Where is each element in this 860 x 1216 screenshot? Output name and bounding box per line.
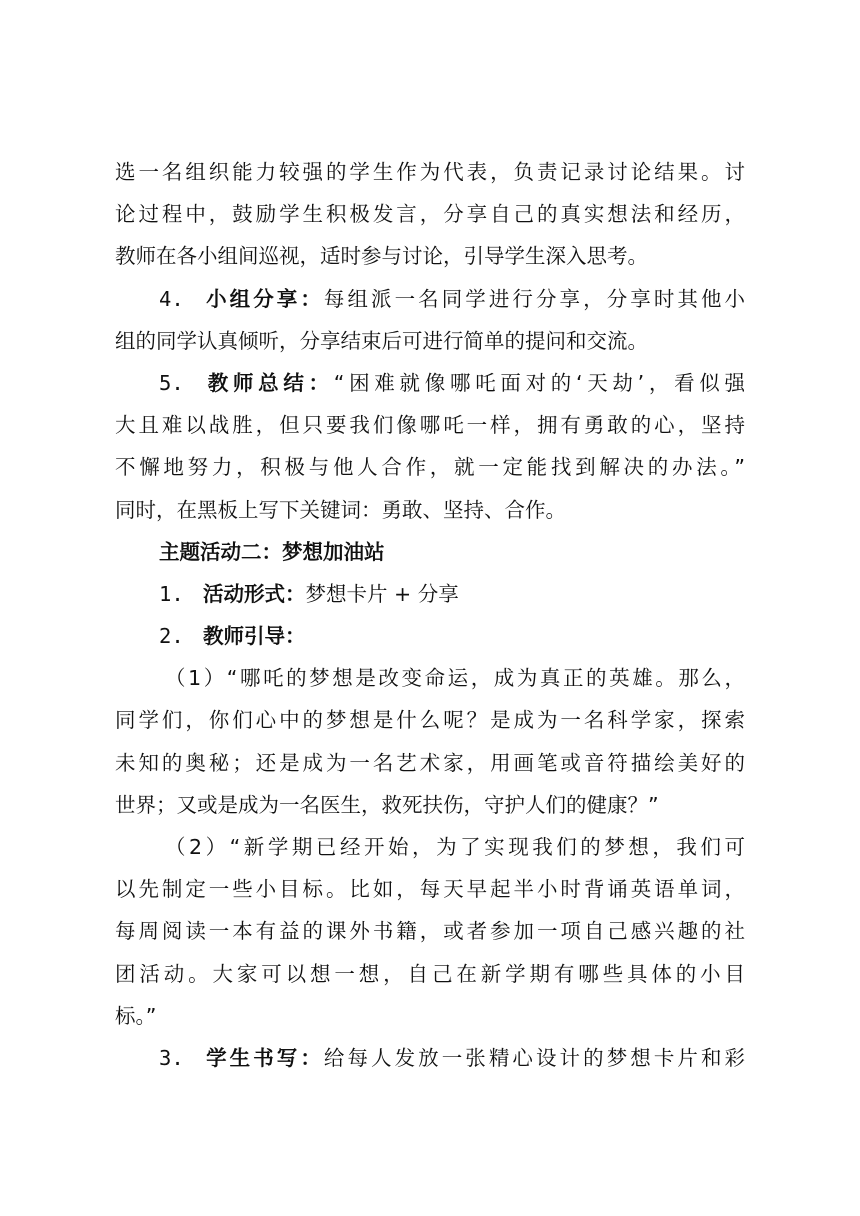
item-text: 给每人发放一张精心设计的梦想卡片和彩	[323, 1045, 746, 1070]
list-item-activity-form	[115, 573, 745, 615]
text-line: 教师在各小组间巡视，适时参与讨论，引导学生深入思考。	[115, 244, 648, 269]
item-text: “困难就像哪吒面对的‘天劫’，看似强	[333, 370, 745, 395]
list-item-teacher-summary	[115, 362, 745, 531]
text-line: 论过程中，鼓励学生积极发言，分享自己的真实想法和经历，	[115, 202, 745, 227]
paragraph-discussion	[115, 151, 745, 278]
item-text: “新学期已经开始，为了实现我们的梦想，我们可	[229, 835, 745, 859]
item-number: 5.	[159, 370, 184, 395]
text-line: 不懈地努力，积极与他人合作，就一定能找到解决的办法。”	[115, 455, 745, 480]
text-line: 世界；又或是成为一名医生，救死扶伤，守护人们的健康？”	[115, 792, 659, 817]
item-number: 3.	[159, 1045, 184, 1070]
text-line: 选一名组织能力较强的学生作为代表，负责记录讨论结果。讨	[115, 160, 745, 184]
item-label: 学生书写：	[203, 1045, 324, 1070]
sub-number: （1）	[165, 666, 227, 691]
item-label: 教师引导：	[203, 624, 306, 649]
text-line: 每周阅读一本有益的课外书籍，或者参加一项自己感兴趣的社	[115, 919, 745, 944]
item-label: 教师总结：	[203, 370, 334, 395]
item-number: 4.	[159, 286, 184, 311]
text-line: 同学们，你们心中的梦想是什么呢？是成为一名科学家，探索	[115, 708, 745, 733]
item-text: “哪吒的梦想是改变命运，成为真正的英雄。那么，	[226, 666, 745, 691]
text-line	[115, 826, 745, 868]
sub-number: （2）	[165, 835, 230, 859]
sub-item-2	[115, 826, 745, 1037]
sub-item-1	[115, 657, 745, 826]
item-label: 小组分享：	[203, 286, 324, 311]
item-number: 2.	[159, 624, 184, 649]
item-number: 1.	[159, 581, 184, 606]
text-line	[115, 657, 745, 699]
list-item-teacher-guidance	[115, 615, 745, 657]
document-body	[115, 151, 745, 1079]
item-text: 梦想卡片 + 分享	[305, 581, 459, 606]
list-item-group-share	[115, 278, 745, 362]
text-line: 团活动。大家可以想一想，自己在新学期有哪些具体的小目	[115, 961, 745, 986]
text-line: 同时，在黑板上写下关键词：勇敢、坚持、合作。	[115, 497, 566, 522]
text-line: 大且难以战胜，但只要我们像哪吒一样，拥有勇敢的心，坚持	[115, 413, 745, 438]
text-line: 以先制定一些小目标。比如，每天早起半小时背诵英语单词，	[115, 877, 745, 902]
item-text: 每组派一名同学进行分享，分享时其他小	[323, 286, 746, 311]
text-line: 组的同学认真倾听，分享结束后可进行简单的提问和交流。	[115, 328, 648, 353]
section-heading: 主题活动二：梦想加油站	[159, 539, 385, 564]
text-line: 标。”	[115, 1003, 157, 1028]
item-label: 活动形式：	[203, 581, 306, 606]
text-line	[115, 362, 745, 404]
text-line: 未知的奥秘；还是成为一名艺术家，用画笔或音符描绘美好的	[115, 750, 745, 775]
list-item-student-writing	[115, 1037, 745, 1079]
text-line	[115, 278, 745, 320]
